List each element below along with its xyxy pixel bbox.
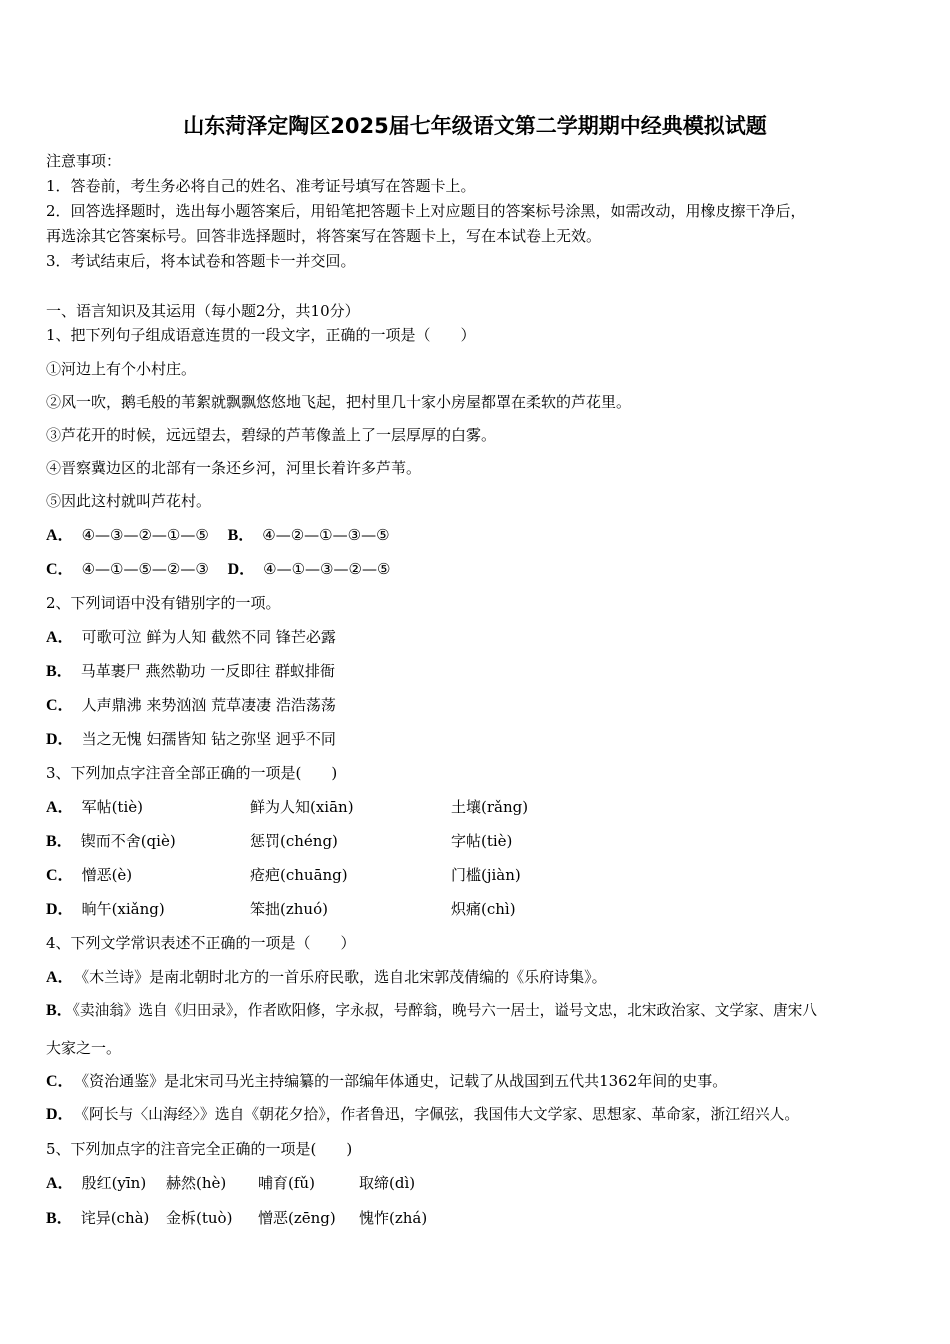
option-item: 惩罚(chéng) [250,832,338,850]
notice-item: 再选涂其它答案标号。回答非选择题时，将答案写在答题卡上，写在本试卷上无效。 [46,227,602,245]
option-item: 疮疤(chuāng) [250,866,348,884]
option-label: A． [46,1175,74,1192]
option-label: B． [46,1210,73,1227]
option-item: 憎恶(zēng) [258,1209,336,1227]
question-stem: 3、下列加点字注音全部正确的一项是( ) [46,764,338,782]
option-item: 鲜为人知(xiān) [250,798,354,816]
option-item: 殷红(yīn) [81,1174,147,1192]
option-text: 《木兰诗》是南北朝时北方的一首乐府民歌，选自北宋郭茂倩编的《乐府诗集》。 [81,968,607,986]
option-text: 当之无愧 妇孺皆知 钻之弥坚 迥乎不同 [81,730,336,748]
notice-heading: 注意事项： [46,152,122,170]
option-row [46,899,646,920]
option-row [46,1001,817,1021]
page-title: 山东菏泽定陶区2025届七年级语文第二学期期中经典模拟试题 [183,114,767,138]
option-item: 军帖(tiè) [81,798,143,816]
option-row [46,1208,546,1229]
notice-item: 3．考试结束后，将本试卷和答题卡一并交回。 [46,252,356,270]
option-label: D． [46,901,74,918]
option-label: B． [46,663,73,680]
option-text: ④—①—⑤—②—③ [81,560,209,578]
option-label: D． [46,1106,74,1123]
option-item: 字帖(tiè) [451,832,513,850]
sentence: ③芦花开的时候，远远望去，碧绿的芦苇像盖上了一层厚厚的白雾。 [46,426,497,444]
option-row [46,1071,727,1092]
option-item: 诧异(chà) [80,1209,150,1227]
option-text: ④—②—①—③—⑤ [262,526,390,544]
option-text: 人声鼎沸 来势汹汹 荒草凄凄 浩浩荡荡 [81,696,336,714]
option-label: B． [46,1002,73,1019]
notice-item: 2．回答选择题时，选出每小题答案后，用铅笔把答题卡上对应题目的答案标号涂黑，如需改动，用橡皮擦干净后， [46,202,806,220]
option-row [46,797,646,818]
question-stem: 2、下列词语中没有错别字的一项。 [46,594,281,612]
option-row [46,865,646,886]
option-item: 土壤(rǎng) [451,798,529,816]
option-item: 取缔(dì) [359,1174,416,1192]
question-stem: 1、把下列句子组成语意连贯的一段文字，正确的一项是（ ） [46,326,476,344]
option-item: 愧怍(zhá) [359,1209,428,1227]
option-text: ④—③—②—①—⑤ [81,526,209,544]
notice-item: 1．答卷前，考生务必将自己的姓名、准考证号填写在答题卡上。 [46,177,476,195]
option-label: C． [46,1073,74,1090]
sentence: ⑤因此这村就叫芦花村。 [46,492,212,510]
option-row [46,1105,799,1125]
option-text: 《阿长与〈山海经〉》选自《朝花夕拾》，作者鲁迅，字佩弦，我国伟大文学家、思想家、革命家，浙江绍兴人。 [81,1106,800,1123]
option-text: 《资治通鉴》是北宋司马光主持编纂的一部编年体通史，记载了从战国到五代共1362年间的史事。 [81,1072,728,1090]
section-heading: 一、语言知识及其运用（每小题2分，共10分） [46,302,360,320]
sentence: ②风一吹，鹅毛般的苇絮就飘飘悠悠地飞起，把村里几十家小房屋都罩在柔软的芦花里。 [46,393,632,411]
sentence: ④晋察冀边区的北部有一条还乡河，河里长着许多芦苇。 [46,459,422,477]
option-item: 锲而不舍(qiè) [80,832,176,850]
option-label: B． [227,527,255,544]
option-label: B． [46,833,73,850]
option-continuation: 大家之一。 [46,1039,122,1057]
option-label: C． [46,561,74,578]
option-item: 晌午(xiǎng) [81,900,165,918]
option-row [46,525,390,546]
option-row [46,831,646,852]
question-stem: 4、下列文学常识表述不正确的一项是（ ） [46,934,356,952]
question-stem: 5、下列加点字的注音完全正确的一项是( ) [46,1140,353,1158]
option-row [46,627,336,648]
option-item: 门槛(jiàn) [451,866,521,884]
option-text: 《卖油翁》选自《归田录》，作者欧阳修，字永叔，号醉翁，晚号六一居士，谥号文忠，北宋政治家、文学家、唐宋八 [72,1002,817,1019]
option-row [46,967,607,988]
option-label: C． [46,867,74,884]
option-text: 马革裹尸 燕然勒功 一反即往 群蚁排衙 [80,662,335,680]
option-row [46,1173,546,1194]
option-row [46,729,336,750]
option-item: 憎恶(è) [81,866,133,884]
option-label: D． [227,561,256,578]
sentence: ①河边上有个小村庄。 [46,360,197,378]
option-label: A． [46,527,74,544]
option-item: 哺育(fǔ) [258,1174,315,1192]
option-item: 炽痛(chì) [451,900,516,918]
option-text: 可歌可泣 鲜为人知 截然不同 锋芒必露 [81,628,336,646]
option-row [46,695,336,716]
option-row [46,661,335,682]
option-label: A． [46,629,74,646]
option-item: 金柝(tuò) [166,1209,233,1227]
option-label: A． [46,799,74,816]
option-label: D． [46,731,74,748]
option-text: ④—①—③—②—⑤ [263,560,391,578]
option-label: C． [46,697,74,714]
option-label: A． [46,969,74,986]
option-row [46,559,390,580]
option-item: 赫然(hè) [166,1174,227,1192]
option-item: 笨拙(zhuó) [250,900,328,918]
